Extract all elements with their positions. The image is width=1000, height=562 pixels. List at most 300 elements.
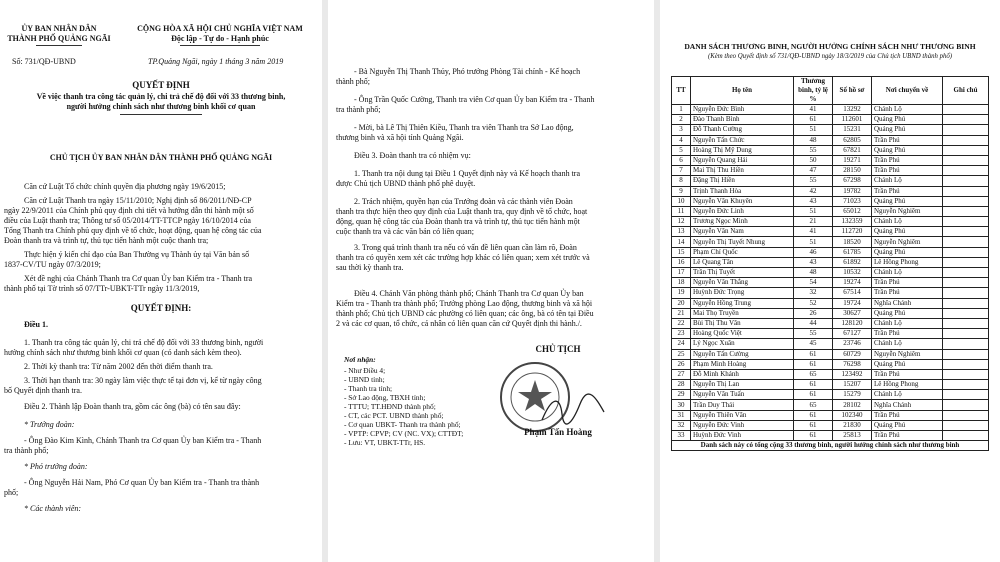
table-row: [672, 329, 989, 339]
table-cell: [943, 318, 989, 328]
table-row: [672, 410, 989, 420]
table-cell: Đào Thanh Bình: [691, 115, 794, 125]
table-cell: 43: [794, 196, 833, 206]
article-4-line: thành phố; Chủ tịch UBND các phường có liên quan; các ông, bà có tên tại Điều: [336, 309, 594, 318]
table-cell: Nguyễn Tấn Cường: [691, 349, 794, 359]
table-row: [672, 227, 989, 237]
table-cell: 19271: [833, 155, 872, 165]
table-cell: [943, 369, 989, 379]
table-cell: 15279: [833, 390, 872, 400]
basis-line: Xét đề nghị của Chánh Thanh tra Cơ quan Ủy ban Kiểm tra - Thanh tra: [24, 274, 253, 283]
team-member: thành phố;: [336, 77, 370, 86]
table-row: [672, 237, 989, 247]
table-cell: Quảng Phú: [872, 308, 943, 318]
column-header: TT: [672, 77, 691, 105]
table-cell: Nguyễn Thị Lan: [691, 380, 794, 390]
table-cell: 23: [672, 329, 691, 339]
table-row: [672, 257, 989, 267]
team-role: * Các thành viên:: [24, 504, 82, 513]
table-cell: Chánh Lộ: [872, 176, 943, 186]
table-cell: 13292: [833, 105, 872, 115]
table-cell: Trần Phú: [872, 278, 943, 288]
table-cell: 67298: [833, 176, 872, 186]
table-cell: 10: [672, 196, 691, 206]
team-member: - Bà Nguyễn Thị Thanh Thủy, Phó trưởng Phòng Tài chính - Kế hoạch: [354, 67, 581, 76]
table-cell: [943, 329, 989, 339]
table-cell: 26: [794, 308, 833, 318]
table-cell: Chánh Lộ: [872, 390, 943, 400]
table-row: [672, 288, 989, 298]
table-row: [672, 155, 989, 165]
table-cell: Lê Hồng Phong: [872, 257, 943, 267]
table-cell: [943, 115, 989, 125]
table-cell: 19274: [833, 278, 872, 288]
table-cell: [943, 410, 989, 420]
table-cell: [943, 431, 989, 441]
table-cell: 45: [794, 339, 833, 349]
table-cell: 61: [794, 420, 833, 430]
table-row: [672, 125, 989, 135]
table-cell: [943, 247, 989, 257]
table-row: [672, 196, 989, 206]
table-cell: Trương Ngọc Minh: [691, 217, 794, 227]
table-row: [672, 431, 989, 441]
article-1-item: hưởng chính sách như thương binh khối cơ quan (có danh sách kèm theo).: [4, 348, 242, 357]
column-header: Thương binh, tỷ lệ %: [794, 77, 833, 105]
table-row: [672, 349, 989, 359]
recipient: - Cơ quan UBKT- Thanh tra thành phố;: [344, 420, 461, 429]
table-cell: Nguyễn Đức Vinh: [691, 420, 794, 430]
table-cell: [943, 278, 989, 288]
table-cell: 28102: [833, 400, 872, 410]
table-cell: [943, 227, 989, 237]
table-cell: Phạm Chí Quốc: [691, 247, 794, 257]
table-cell: Quảng Phú: [872, 420, 943, 430]
table-cell: Mai Thị Thu Hiền: [691, 166, 794, 176]
table-cell: Lý Ngọc Xuân: [691, 339, 794, 349]
table-row: [672, 298, 989, 308]
table-cell: Mai Thọ Truyền: [691, 308, 794, 318]
table-cell: 65: [794, 400, 833, 410]
recipient: - Lưu: VT, UBKT-TTr, HS.: [344, 438, 426, 447]
table-cell: Nghĩa Chánh: [872, 298, 943, 308]
table-cell: 76298: [833, 359, 872, 369]
table-cell: Trịnh Thanh Hòa: [691, 186, 794, 196]
table-cell: 18520: [833, 237, 872, 247]
table-cell: 32: [794, 288, 833, 298]
table-cell: [943, 298, 989, 308]
team-member: thương binh và xã hội tỉnh Quảng Ngãi.: [336, 133, 464, 142]
table-cell: 23746: [833, 339, 872, 349]
table-cell: 61: [794, 431, 833, 441]
table-cell: [943, 196, 989, 206]
table-cell: 12: [672, 217, 691, 227]
basis-line: Căn cứ Luật Tổ chức chính quyền địa phương ngày 19/6/2015;: [24, 182, 226, 191]
table-cell: 48: [794, 268, 833, 278]
table-cell: 62805: [833, 135, 872, 145]
article-4-line: Điều 4. Chánh Văn phòng thành phố; Chánh Thanh tra Cơ quan Ủy ban: [354, 289, 584, 298]
article-4-line: 2 và các cơ quan, tổ chức, cá nhân có liên quan căn cứ Quyết định thi hành./.: [336, 319, 582, 328]
table-cell: 28: [672, 380, 691, 390]
beneficiary-table: [671, 76, 989, 451]
table-cell: Nguyễn Tấn Chức: [691, 135, 794, 145]
table-row: [672, 115, 989, 125]
table-cell: [943, 359, 989, 369]
table-cell: 55: [794, 145, 833, 155]
team-member: - Ông Trần Quốc Cường, Thanh tra viên Cơ quan Ủy ban Kiểm tra - Thanh: [354, 95, 595, 104]
table-cell: Nghĩa Chánh: [872, 400, 943, 410]
table-cell: 61: [794, 390, 833, 400]
list-page: [660, 0, 1000, 562]
decision-number: Số: 731/QĐ-UBND: [12, 57, 76, 66]
table-cell: Chánh Lộ: [872, 268, 943, 278]
basis-line: điều của Luật thanh tra; Thông tư số 05/2014/TT-TTCP ngày 16/10/2014 của: [4, 216, 251, 225]
table-row: [672, 380, 989, 390]
table-cell: 11: [672, 206, 691, 216]
table-cell: 43: [794, 257, 833, 267]
table-cell: 41: [794, 105, 833, 115]
table-cell: 27: [672, 369, 691, 379]
table-cell: 15207: [833, 380, 872, 390]
table-cell: [943, 125, 989, 135]
table-cell: 123492: [833, 369, 872, 379]
team-member: - Mời, bà Lê Thị Thiên Kiều, Thanh tra viên Thanh tra Sở Lao động,: [354, 123, 574, 132]
table-cell: 102340: [833, 410, 872, 420]
table-cell: 4: [672, 135, 691, 145]
table-cell: 25813: [833, 431, 872, 441]
table-cell: Lê Quang Tân: [691, 257, 794, 267]
table-cell: 14: [672, 237, 691, 247]
recipient: - CT, các PCT. UBND thành phố;: [344, 411, 444, 420]
column-header: Họ tên: [691, 77, 794, 105]
table-cell: 55: [794, 176, 833, 186]
table-cell: 61: [794, 410, 833, 420]
table-cell: 26: [672, 359, 691, 369]
table-cell: 31: [672, 410, 691, 420]
table-cell: Quảng Phú: [872, 125, 943, 135]
table-cell: 61: [794, 115, 833, 125]
recipient: - TTTU; TT.HĐND thành phố;: [344, 402, 436, 411]
basis-line: Đoàn thanh tra và trình tự, thủ tục tiến hành một cuộc thanh tra;: [4, 236, 209, 245]
table-row: [672, 390, 989, 400]
table-cell: 8: [672, 176, 691, 186]
table-row: [672, 176, 989, 186]
table-row: [672, 318, 989, 328]
table-header-row: [672, 77, 989, 105]
recipient: - VPTP: CPVP; CV (NC. VX); CTTĐT;: [344, 429, 464, 438]
article-1-item: 3. Thời hạn thanh tra: 30 ngày làm việc thực tế tại đơn vị, kể từ ngày công: [24, 376, 262, 385]
table-row: [672, 135, 989, 145]
table-cell: Trần Phú: [872, 431, 943, 441]
table-cell: 47: [794, 166, 833, 176]
duty-line: cuộc thanh tra và các văn bản có liên quan;: [336, 227, 474, 236]
table-cell: 65: [794, 369, 833, 379]
table-cell: 51: [794, 237, 833, 247]
table-cell: Chánh Lộ: [872, 318, 943, 328]
basis-line: thành phố tại Tờ trình số 07/TTr-UBKT-TTr ngày 11/3/2019,: [4, 284, 200, 293]
recipients-title: Nơi nhận:: [344, 355, 376, 364]
table-cell: Đỗ Thanh Cường: [691, 125, 794, 135]
table-cell: Trần Phú: [872, 288, 943, 298]
team-member: tra thành phố;: [4, 446, 49, 455]
table-cell: Đặng Thị Hiền: [691, 176, 794, 186]
table-cell: 32: [672, 420, 691, 430]
table-cell: Chánh Lộ: [872, 217, 943, 227]
table-cell: Nguyễn Hồng Trung: [691, 298, 794, 308]
table-cell: 61: [794, 380, 833, 390]
table-cell: 22: [672, 318, 691, 328]
signer-name: Phạm Tấn Hoàng: [524, 427, 592, 437]
table-cell: 50: [794, 155, 833, 165]
table-row: [672, 145, 989, 155]
table-cell: [943, 186, 989, 196]
table-cell: 2: [672, 115, 691, 125]
table-cell: [943, 400, 989, 410]
team-member: phố;: [4, 488, 19, 497]
article-4-line: Kiểm tra - Thanh tra thành phố; Trưởng phòng Lao động, thương binh và xã hội: [336, 299, 593, 308]
table-cell: 112601: [833, 115, 872, 125]
table-cell: Nguyễn Văn Tuấn: [691, 390, 794, 400]
duty-line: thanh tra thực hiện theo quy định của Luật thanh tra, quy định về tổ chức, hoạt: [336, 207, 588, 216]
article-1-heading: Điều 1.: [24, 320, 48, 329]
table-cell: Nguyễn Quang Hải: [691, 155, 794, 165]
table-cell: 19: [672, 288, 691, 298]
table-row: [672, 308, 989, 318]
table-cell: 6: [672, 155, 691, 165]
table-cell: 25: [672, 349, 691, 359]
column-header: Ghi chú: [943, 77, 989, 105]
table-cell: Quảng Phú: [872, 196, 943, 206]
article-2-text: Điều 2. Thành lập Đoàn thanh tra, gồm các ông (bà) có tên sau đây:: [24, 402, 241, 411]
issuer-line-1: ỦY BAN NHÂN DÂN: [21, 24, 97, 33]
table-cell: 28150: [833, 166, 872, 176]
duty-line: 2. Trách nhiệm, quyền hạn của Trưởng đoàn và các thành viên Đoàn: [354, 197, 573, 206]
table-cell: Trần Phú: [872, 369, 943, 379]
table-cell: Hoàng Thị Mỹ Dung: [691, 145, 794, 155]
signature-icon: [538, 392, 608, 428]
nation-line-2: Độc lập - Tự do - Hạnh phúc: [171, 34, 269, 43]
table-cell: Nguyễn Thị Tuyết Nhung: [691, 237, 794, 247]
table-cell: [943, 217, 989, 227]
table-cell: 61: [794, 359, 833, 369]
article-1-item: 2. Thời kỳ thanh tra: Từ năm 2002 đến thời điểm thanh tra.: [24, 362, 213, 371]
table-cell: 15231: [833, 125, 872, 135]
basis-line: Tổng Thanh tra Chính phủ quy định về tổ chức, hoạt động, quan hệ công tác của: [4, 226, 262, 235]
table-cell: Quảng Phú: [872, 115, 943, 125]
issuer-line-2: THÀNH PHỐ QUẢNG NGÃI: [7, 34, 111, 43]
table-cell: 67821: [833, 145, 872, 155]
table-cell: 3: [672, 125, 691, 135]
table-cell: 55: [794, 329, 833, 339]
table-cell: Nguyễn Nghiêm: [872, 206, 943, 216]
table-cell: 46: [794, 247, 833, 257]
table-cell: 60729: [833, 349, 872, 359]
nation-line-1: CỘNG HÒA XÃ HỘI CHỦ NGHĨA VIỆT NAM: [137, 24, 303, 33]
table-cell: 67514: [833, 288, 872, 298]
list-title: DANH SÁCH THƯƠNG BINH, NGƯỜI HƯỞNG CHÍNH SÁCH NHƯ THƯƠNG BINH: [684, 42, 976, 51]
duty-line: được Chủ tịch UBND thành phố phê duyệt.: [336, 179, 476, 188]
table-cell: Chánh Lộ: [872, 105, 943, 115]
table-cell: 18: [672, 278, 691, 288]
table-cell: Nguyễn Văn Thắng: [691, 278, 794, 288]
table-body: [672, 105, 989, 441]
table-cell: [943, 339, 989, 349]
table-cell: Lê Hồng Phong: [872, 380, 943, 390]
table-cell: 21: [672, 308, 691, 318]
table-footer-row: [672, 441, 989, 451]
decision-date: TP.Quảng Ngãi, ngày 1 tháng 3 năm 2019: [148, 57, 284, 66]
team-role: * Trưởng đoàn:: [24, 420, 75, 429]
duty-line: sau thời kỳ thanh tra.: [336, 263, 404, 272]
table-cell: 9: [672, 186, 691, 196]
table-cell: [943, 237, 989, 247]
table-cell: 21830: [833, 420, 872, 430]
table-cell: [943, 380, 989, 390]
table-cell: [943, 288, 989, 298]
table-cell: 10532: [833, 268, 872, 278]
table-cell: 41: [794, 227, 833, 237]
table-cell: 17: [672, 268, 691, 278]
table-cell: Nguyễn Đức Linh: [691, 206, 794, 216]
table-cell: [943, 105, 989, 115]
table-cell: 29: [672, 390, 691, 400]
table-cell: Nguyễn Nghiêm: [872, 237, 943, 247]
table-cell: [943, 206, 989, 216]
decides-heading: QUYẾT ĐỊNH:: [130, 303, 192, 313]
table-cell: 42: [794, 186, 833, 196]
table-cell: 112720: [833, 227, 872, 237]
table-cell: [943, 135, 989, 145]
team-member: - Ông Nguyễn Hải Nam, Phó Cơ quan Ủy ban Kiểm tra - Thanh tra thành: [24, 478, 260, 487]
table-cell: Trần Duy Thái: [691, 400, 794, 410]
table-cell: Phạm Minh Hoàng: [691, 359, 794, 369]
decision-subtitle-2: người hưởng chính sách như thương binh khối cơ quan: [66, 102, 256, 111]
duty-line: động, quan hệ công tác của Đoàn thanh tra và trình tự, thủ tục tiến hành một: [336, 217, 580, 226]
table-row: [672, 369, 989, 379]
table-cell: 132359: [833, 217, 872, 227]
decision-page-2: [328, 0, 654, 562]
table-cell: Trần Phú: [872, 166, 943, 176]
table-cell: Nguyễn Nghiêm: [872, 349, 943, 359]
table-cell: Trần Phú: [872, 329, 943, 339]
table-cell: [943, 268, 989, 278]
table-cell: 5: [672, 145, 691, 155]
decision-title: QUYẾT ĐỊNH: [132, 80, 190, 90]
list-subtitle: (Kèm theo Quyết định số 731/QĐ-UBND ngày 18/3/2019 của Chủ tịch UBND thành phố): [707, 53, 953, 60]
recipient: - Như Điều 4;: [344, 366, 386, 375]
signer-title: CHỦ TỊCH: [535, 344, 581, 354]
table-cell: 52: [794, 298, 833, 308]
table-cell: 65012: [833, 206, 872, 216]
decision-page-1: [0, 0, 322, 562]
table-cell: [943, 176, 989, 186]
table-cell: Nguyễn Văn Khuyên: [691, 196, 794, 206]
duty-line: 3. Trong quá trình thanh tra nếu có vấn đề liên quan cần làm rõ, Đoàn: [354, 243, 577, 252]
table-cell: Chánh Lộ: [872, 339, 943, 349]
table-cell: 33: [672, 431, 691, 441]
table-cell: 71023: [833, 196, 872, 206]
table-row: [672, 278, 989, 288]
table-cell: 1: [672, 105, 691, 115]
basis-line: 1837-CV/TU ngày 07/3/2019;: [4, 260, 101, 269]
table-cell: Hoàng Quốc Việt: [691, 329, 794, 339]
column-header: Số hồ sơ: [833, 77, 872, 105]
table-cell: Trần Thị Tuyết: [691, 268, 794, 278]
duty-line: 1. Thanh tra nội dung tại Điều 1 Quyết định này và Kế hoạch thanh tra: [354, 169, 581, 178]
recipient: - Sở Lao động, TBXH tỉnh;: [344, 393, 426, 402]
table-cell: 61: [794, 349, 833, 359]
table-cell: 13: [672, 227, 691, 237]
table-cell: 54: [794, 278, 833, 288]
table-cell: 61892: [833, 257, 872, 267]
table-cell: 30: [672, 400, 691, 410]
table-cell: Huỳnh Đức Vinh: [691, 431, 794, 441]
table-cell: [943, 145, 989, 155]
table-cell: 15: [672, 247, 691, 257]
team-role: * Phó trưởng đoàn:: [24, 462, 88, 471]
table-row: [672, 339, 989, 349]
article-1-item: 1. Thanh tra công tác quản lý, chi trả chế độ đối với 33 thương binh, người: [24, 338, 264, 347]
table-cell: 20: [672, 298, 691, 308]
table-cell: [943, 420, 989, 430]
table-cell: 48: [794, 135, 833, 145]
table-cell: Trần Phú: [872, 410, 943, 420]
table-cell: Quảng Phú: [872, 359, 943, 369]
recipient: - Thanh tra tỉnh;: [344, 384, 393, 393]
table-row: [672, 206, 989, 216]
table-cell: [943, 155, 989, 165]
issuing-authority: CHỦ TỊCH ỦY BAN NHÂN DÂN THÀNH PHỐ QUẢNG NGÃI: [49, 153, 273, 162]
duty-line: thanh tra có quyền xem xét các trường hợp khác có liên quan; xem xét trước và: [336, 253, 590, 262]
table-cell: 51: [794, 206, 833, 216]
table-cell: Quảng Phú: [872, 227, 943, 237]
table-cell: [943, 308, 989, 318]
table-cell: 51: [794, 125, 833, 135]
table-cell: Bùi Thị Thu Vân: [691, 318, 794, 328]
table-row: [672, 105, 989, 115]
table-cell: Quảng Phú: [872, 145, 943, 155]
team-member: tra thành phố;: [336, 105, 381, 114]
table-cell: 128120: [833, 318, 872, 328]
basis-line: Căn cứ Luật Thanh tra ngày 15/11/2010; Nghị định số 86/2011/NĐ-CP: [24, 196, 252, 205]
table-cell: 61785: [833, 247, 872, 257]
basis-line: Thực hiện ý kiến chỉ đạo của Ban Thường vụ Thành ủy tại Văn bản số: [24, 250, 250, 259]
list-total-note: Danh sách này có tổng cộng 33 thương binh, người hưởng chính sách như thương binh: [672, 441, 989, 451]
table-cell: 30627: [833, 308, 872, 318]
table-cell: Trần Phú: [872, 186, 943, 196]
table-cell: 19724: [833, 298, 872, 308]
table-cell: 67127: [833, 329, 872, 339]
article-3-heading: Điều 3. Đoàn thanh tra có nhiệm vụ:: [354, 151, 471, 160]
table-cell: 44: [794, 318, 833, 328]
table-row: [672, 217, 989, 227]
table-cell: [943, 166, 989, 176]
table-row: [672, 400, 989, 410]
basis-line: ngày 22/9/2011 của Chính phủ quy định chi tiết và hướng dẫn thi hành một số: [4, 206, 254, 215]
decision-subtitle-1: Về việc thanh tra công tác quản lý, chi trả chế độ đối với 33 thương binh,: [36, 92, 286, 101]
table-cell: 24: [672, 339, 691, 349]
table-row: [672, 359, 989, 369]
table-cell: [943, 257, 989, 267]
table-row: [672, 268, 989, 278]
recipient: - UBND tỉnh;: [344, 375, 385, 384]
table-row: [672, 420, 989, 430]
table-cell: 7: [672, 166, 691, 176]
table-cell: [943, 349, 989, 359]
table-cell: 16: [672, 257, 691, 267]
table-cell: Trần Phú: [872, 155, 943, 165]
table-cell: 19782: [833, 186, 872, 196]
